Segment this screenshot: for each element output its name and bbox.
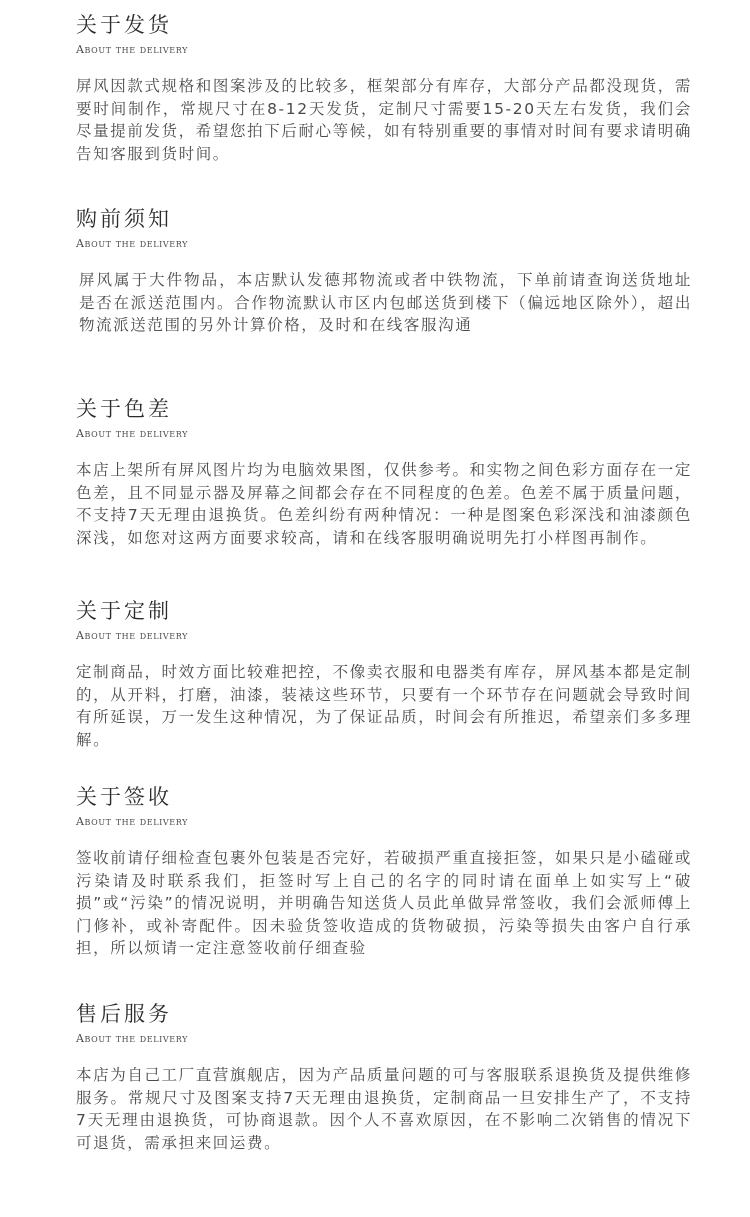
section-subtitle: About the delivery <box>76 629 188 642</box>
section-body: 本店上架所有屏风图片均为电脑效果图，仅供参考。和实物之间色彩方面存在一定色差，且不同显示器及屏幕之间都会存在不同程度的色差。色差不属于质量问题，不支持7天无理由退换货。色差纠纷有两种情况：一种是图案色彩深浅和油漆颜色深浅，如您对这两方面要求较高，请和在线客服明确说明先打小样图再制作。 <box>76 461 692 547</box>
section-body: 签收前请仔细检查包裹外包装是否完好，若破损严重直接拒签，如果只是小磕碰或污染请及时联系我们，拒签时写上自己的名字的同时请在面单上如实写上“破损”或“污染”的情况说明，并明确告知送货人员此单做异常签收，我们会派师傅上门修补，或补寄配件。因未验货签收造成的货物破损，污染等损失由客户自行承担，所以烦请一定注意签收前仔细查验 <box>76 849 692 957</box>
section-receipt-signing <box>76 784 692 975</box>
section-body: 屏风因款式规格和图案涉及的比较多，框架部分有库存，大部分产品都没现货，需要时间制作，常规尺寸在8-12天发货，定制尺寸需要15-20天左右发货，我们会尽量提前发货，希望您拍下后耐心等候，如有特别重要的事情对时间有要求请明确告知客服到货时间。 <box>76 77 692 163</box>
section-title: 售后服务 <box>76 1002 172 1026</box>
section-subtitle: About the delivery <box>76 237 188 250</box>
section-body: 屏风属于大件物品，本店默认发德邦物流或者中铁物流，下单前请查询送货地址是否在派送范围内。合作物流默认市区内包邮送货到楼下（偏远地区除外），超出物流派送范围的另外计算价格，及时和在线客服沟通 <box>79 271 692 334</box>
section-title: 关于定制 <box>76 599 172 623</box>
section-pre-purchase-notice <box>76 206 692 352</box>
section-subtitle: About the delivery <box>76 815 188 828</box>
section-title: 关于签收 <box>76 785 172 809</box>
section-body: 本店为自己工厂直营旗舰店，因为产品质量问题的可与客服联系退换货及提供维修服务。常规尺寸及图案支持7天无理由退换货，定制商品一旦安排生产了，不支持7天无理由退换货，可协商退款。因个人不喜欢原因，在不影响二次销售的情况下可退货，需承担来回运费。 <box>76 1066 692 1152</box>
section-about-delivery <box>76 12 692 181</box>
section-subtitle: About the delivery <box>76 1032 188 1045</box>
section-subtitle: About the delivery <box>76 43 188 56</box>
section-customization <box>76 598 692 767</box>
section-title: 购前须知 <box>76 207 172 231</box>
section-subtitle: About the delivery <box>76 427 188 440</box>
section-title: 关于色差 <box>76 397 172 421</box>
section-after-sales-service <box>76 1001 692 1170</box>
section-title: 关于发货 <box>76 13 172 37</box>
section-color-difference <box>76 396 692 565</box>
section-body: 定制商品，时效方面比较难把控，不像卖衣服和电器类有库存，屏风基本都是定制的，从开料，打磨，油漆，装裱这些环节，只要有一个环节存在问题就会导致时间有所延误，万一发生这种情况，为了保证品质，时间会有所推迟，希望亲们多多理解。 <box>76 663 692 749</box>
